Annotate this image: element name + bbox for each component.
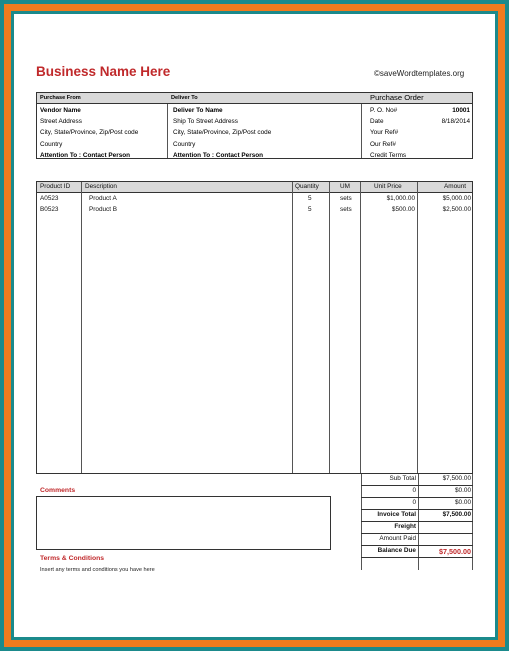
- deliver-block: [173, 105, 271, 161]
- row1-product-id: A0523: [40, 195, 59, 202]
- balance-due-value: $7,500.00: [439, 547, 471, 556]
- purchase-order-label: Purchase Order: [370, 93, 424, 102]
- our-ref-label: Our Ref#: [370, 140, 396, 148]
- totals-panel: [361, 474, 473, 558]
- row1-um: sets: [340, 195, 352, 202]
- your-ref-label: Your Ref#: [370, 129, 399, 137]
- vendor-city: City, State/Province, Zip/Post code: [40, 129, 139, 137]
- deliver-to-label: Deliver To: [171, 95, 198, 101]
- vendor-block: [40, 105, 138, 161]
- row2-amount: $2,500.00: [442, 206, 471, 213]
- extra2-label: 0: [412, 499, 416, 506]
- deliver-city: City, State/Province, Zip/Post code: [173, 129, 272, 137]
- totals-row-freight: [361, 522, 473, 534]
- date-value: 8/18/2014: [441, 118, 470, 126]
- deliver-attention: Attention To : Contact Person: [173, 151, 264, 159]
- row1-description: Product A: [89, 195, 117, 202]
- col-divider-3: [329, 182, 330, 473]
- row2-um: sets: [340, 206, 352, 213]
- vendor-name: Vendor Name: [40, 107, 81, 114]
- subtotal-label: Sub Total: [389, 475, 416, 482]
- terms-text: Insert any terms and conditions you have here: [40, 567, 155, 573]
- po-details: [370, 105, 470, 161]
- row1-quantity: 5: [308, 195, 312, 202]
- purchase-from-label: Purchase From: [40, 95, 81, 101]
- col-divider-5: [417, 182, 418, 473]
- invoice-total-value: $7,500.00: [442, 511, 471, 518]
- deliver-street: Ship To Street Address: [173, 118, 238, 126]
- po-no-value: 10001: [452, 107, 470, 114]
- amount-paid-label: Amount Paid: [379, 535, 416, 542]
- date-row: [370, 116, 470, 127]
- row2-description: Product B: [89, 206, 118, 213]
- header-um: UM: [340, 183, 350, 190]
- credit-terms-label: Credit Terms: [370, 151, 407, 159]
- freight-label: Freight: [394, 523, 416, 530]
- header-unit-price: Unit Price: [374, 183, 402, 190]
- totals-row-amount-paid: [361, 534, 473, 546]
- extra2-value: $0.00: [455, 499, 471, 506]
- vendor-street: Street Address: [40, 118, 82, 126]
- po-no-row: [370, 105, 470, 116]
- subtotal-value: $7,500.00: [442, 475, 471, 482]
- row1-unit-price: $1,000.00: [386, 195, 415, 202]
- deliver-country: Country: [173, 140, 196, 148]
- totals-row-balance-due: [361, 546, 473, 558]
- row1-amount: $5,000.00: [442, 195, 471, 202]
- header-product-id: Product ID: [40, 183, 71, 190]
- balance-due-label: Balance Due: [377, 547, 416, 554]
- invoice-total-label: Invoice Total: [377, 511, 416, 518]
- terms-label: Terms & Conditions: [40, 555, 105, 562]
- comments-box[interactable]: [36, 496, 331, 550]
- extra1-label: 0: [412, 487, 416, 494]
- business-name: Business Name Here: [36, 64, 171, 79]
- col-divider-4: [360, 182, 361, 473]
- col-divider-2: [292, 182, 293, 473]
- deliver-name: Deliver To Name: [173, 107, 223, 114]
- totals-row-extra-1: [361, 486, 473, 498]
- website-credit: ©saveWordtemplates.org: [374, 69, 465, 78]
- row2-quantity: 5: [308, 206, 312, 213]
- comments-label: Comments: [40, 487, 76, 494]
- row2-product-id: B0523: [40, 206, 59, 213]
- header-quantity: Quantity: [295, 183, 319, 190]
- header-description: Description: [85, 183, 117, 190]
- row2-unit-price: $500.00: [391, 206, 415, 213]
- totals-row-extra-2: [361, 498, 473, 510]
- extra1-value: $0.00: [455, 487, 471, 494]
- vendor-country: Country: [40, 140, 63, 148]
- po-no-label: P. O. No#: [370, 107, 398, 114]
- items-table: [36, 181, 473, 474]
- date-label: Date: [370, 118, 384, 126]
- header-amount: Amount: [444, 183, 467, 190]
- col-divider-1: [81, 182, 82, 473]
- vendor-attention: Attention To : Contact Person: [40, 151, 131, 159]
- purchase-order-page: [14, 14, 495, 637]
- totals-row-invoice-total: [361, 510, 473, 522]
- totals-row-subtotal: [361, 474, 473, 486]
